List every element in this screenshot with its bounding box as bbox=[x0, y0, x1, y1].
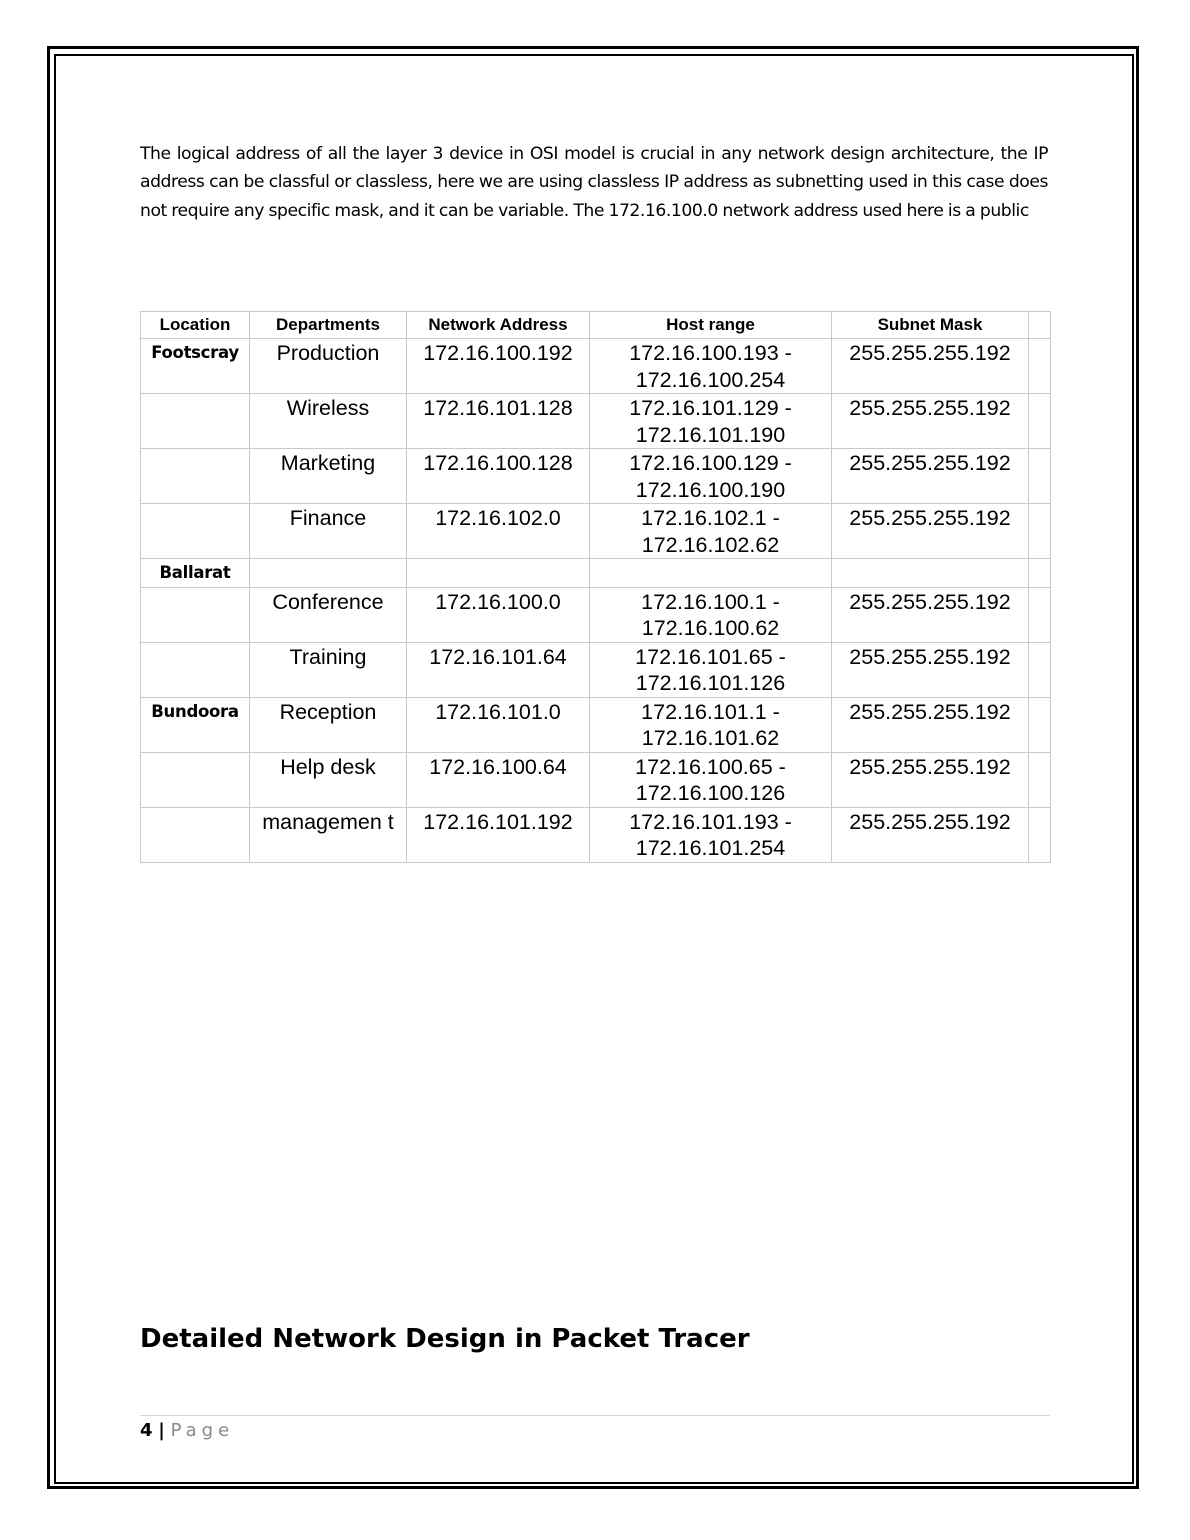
cell-host-range: 172.16.100.129 - 172.16.100.190 bbox=[590, 449, 832, 504]
header-subnet-mask: Subnet Mask bbox=[832, 312, 1029, 339]
cell-host-range: 172.16.100.193 - 172.16.100.254 bbox=[590, 339, 832, 394]
cell-department: Finance bbox=[250, 504, 407, 559]
table-row bbox=[141, 807, 1051, 862]
table-row bbox=[141, 642, 1051, 697]
cell-subnet-mask bbox=[832, 559, 1029, 588]
table-row bbox=[141, 504, 1051, 559]
cell-location bbox=[141, 752, 250, 807]
cell-host-range: 172.16.101.193 - 172.16.101.254 bbox=[590, 807, 832, 862]
section-heading: Detailed Network Design in Packet Tracer bbox=[140, 1324, 750, 1354]
header-departments: Departments bbox=[250, 312, 407, 339]
cell-subnet-mask: 255.255.255.192 bbox=[832, 449, 1029, 504]
cell-network-address: 172.16.102.0 bbox=[407, 504, 590, 559]
header-host-range: Host range bbox=[590, 312, 832, 339]
cell-subnet-mask: 255.255.255.192 bbox=[832, 752, 1029, 807]
page-label: Page bbox=[170, 1420, 235, 1441]
cell-department: managemen t bbox=[250, 807, 407, 862]
cell-network-address: 172.16.100.64 bbox=[407, 752, 590, 807]
cell-extra bbox=[1029, 339, 1051, 394]
cell-network-address bbox=[407, 559, 590, 588]
table-row bbox=[141, 449, 1051, 504]
table-row bbox=[141, 339, 1051, 394]
cell-location: Ballarat bbox=[141, 559, 250, 588]
page-footer bbox=[140, 1420, 234, 1441]
cell-host-range: 172.16.101.129 - 172.16.101.190 bbox=[590, 394, 832, 449]
table-header-row bbox=[141, 312, 1051, 339]
cell-host-range: 172.16.101.1 - 172.16.101.62 bbox=[590, 697, 832, 752]
cell-subnet-mask: 255.255.255.192 bbox=[832, 642, 1029, 697]
network-address-table bbox=[140, 311, 1051, 863]
cell-host-range bbox=[590, 559, 832, 588]
cell-department: Reception bbox=[250, 697, 407, 752]
cell-network-address: 172.16.101.64 bbox=[407, 642, 590, 697]
header-network-address: Network Address bbox=[407, 312, 590, 339]
cell-subnet-mask: 255.255.255.192 bbox=[832, 807, 1029, 862]
cell-location: Footscray bbox=[141, 339, 250, 394]
cell-extra bbox=[1029, 394, 1051, 449]
cell-department: Help desk bbox=[250, 752, 407, 807]
cell-network-address: 172.16.101.128 bbox=[407, 394, 590, 449]
table-row bbox=[141, 587, 1051, 642]
cell-extra bbox=[1029, 697, 1051, 752]
cell-host-range: 172.16.101.65 - 172.16.101.126 bbox=[590, 642, 832, 697]
cell-network-address: 172.16.101.0 bbox=[407, 697, 590, 752]
cell-network-address: 172.16.100.128 bbox=[407, 449, 590, 504]
table-row bbox=[141, 752, 1051, 807]
table-row bbox=[141, 697, 1051, 752]
cell-extra bbox=[1029, 559, 1051, 588]
intro-paragraph: The logical address of all the layer 3 device in OSI model is crucial in any network design architecture, the IP address can be classful or classless, here we are using classless IP address as subnetting used in this case does not require any specific mask, and it can be variable. The 172.16.100.0 network address used here is a public bbox=[140, 144, 1048, 221]
cell-department: Production bbox=[250, 339, 407, 394]
cell-department bbox=[250, 559, 407, 588]
footer-separator: | bbox=[158, 1420, 165, 1441]
cell-network-address: 172.16.101.192 bbox=[407, 807, 590, 862]
cell-location bbox=[141, 394, 250, 449]
cell-subnet-mask: 255.255.255.192 bbox=[832, 339, 1029, 394]
cell-extra bbox=[1029, 449, 1051, 504]
cell-extra bbox=[1029, 504, 1051, 559]
cell-location: Bundoora bbox=[141, 697, 250, 752]
cell-department: Conference bbox=[250, 587, 407, 642]
header-extra bbox=[1029, 312, 1051, 339]
cell-department: Wireless bbox=[250, 394, 407, 449]
cell-department: Marketing bbox=[250, 449, 407, 504]
cell-host-range: 172.16.100.65 - 172.16.100.126 bbox=[590, 752, 832, 807]
cell-location bbox=[141, 642, 250, 697]
cell-location bbox=[141, 807, 250, 862]
cell-extra bbox=[1029, 642, 1051, 697]
cell-location bbox=[141, 504, 250, 559]
cell-network-address: 172.16.100.0 bbox=[407, 587, 590, 642]
cell-location bbox=[141, 587, 250, 642]
page-number: 4 bbox=[140, 1420, 153, 1441]
table-row bbox=[141, 394, 1051, 449]
table-row bbox=[141, 559, 1051, 588]
cell-subnet-mask: 255.255.255.192 bbox=[832, 394, 1029, 449]
footer-divider bbox=[140, 1415, 1050, 1416]
cell-subnet-mask: 255.255.255.192 bbox=[832, 697, 1029, 752]
header-location: Location bbox=[141, 312, 250, 339]
cell-network-address: 172.16.100.192 bbox=[407, 339, 590, 394]
cell-location bbox=[141, 449, 250, 504]
cell-host-range: 172.16.102.1 - 172.16.102.62 bbox=[590, 504, 832, 559]
cell-extra bbox=[1029, 587, 1051, 642]
cell-extra bbox=[1029, 752, 1051, 807]
cell-subnet-mask: 255.255.255.192 bbox=[832, 504, 1029, 559]
cell-subnet-mask: 255.255.255.192 bbox=[832, 587, 1029, 642]
cell-extra bbox=[1029, 807, 1051, 862]
cell-host-range: 172.16.100.1 - 172.16.100.62 bbox=[590, 587, 832, 642]
cell-department: Training bbox=[250, 642, 407, 697]
